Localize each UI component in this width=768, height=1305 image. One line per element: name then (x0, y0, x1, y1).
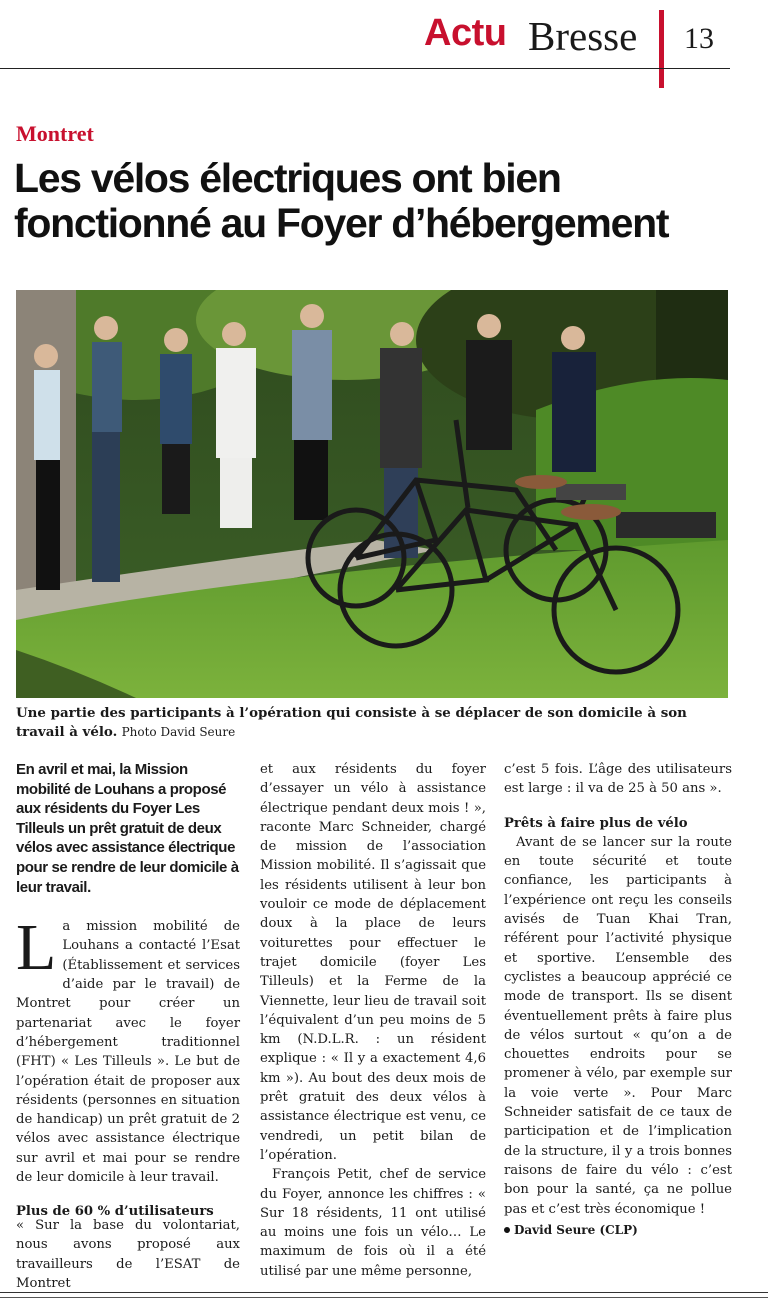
article-photo (16, 290, 728, 698)
header-rule (0, 68, 730, 69)
paragraph-2-start (16, 1216, 240, 1293)
footer-rule-2 (0, 1297, 768, 1298)
article-paragraph-1 (16, 911, 240, 1187)
section-title-actu: Actu (424, 12, 507, 54)
section-title-region: Bresse (528, 13, 638, 59)
header-accent-bar (659, 10, 664, 88)
page-number: 13 (684, 22, 714, 55)
article-kicker: Montret (16, 121, 94, 146)
caption-text: Une partie des participants à l’opération qui consiste à se déplacer de son domicile à son travail à vélo. (16, 705, 687, 740)
subheading-utilisateurs: Plus de 60 % d’utilisateurs (16, 1204, 214, 1220)
article-column-2 (260, 760, 486, 1281)
paragraph-1-text: a mission mobilité de Louhans a contacté l’Esat (Établissement et services d’aide par le travail) de Montret pour créer un partenariat avec le foyer d’hébergement traditionnel (FHT) « Les Tilleuls ». Le but de l’opération était de proposer aux résidents (personnes en situation de handicap) un prêt gratuit de 2 vélos avec assistance électrique sur avril et mai pour se rendre de leur domicile à leur travail. (16, 919, 240, 1186)
footer-rule (0, 1292, 768, 1293)
paragraph-4: Avant de se lancer sur la route en toute sécurité et toute confiance, les participants à l’expérience ont reçu les conseils avisés de Tuan Khai Tran, référent pour l’activité physique et sportive. L’ensemble des cyclistes a beaucoup apprécié ce mode de transport. Ils se disent éventuellement prêts à faire plus de vélos surtout « qu’on a de chouettes endroits pour se promener à vélo, par exemple sur la voie verte ». Pour Marc Schneider satisfait de ce taux de participation et de l’implication de la structure, il y a trois bonnes raisons de faire du vélo : c’est bon pour la santé, ça ne pollue pas et c’est très économique ! (504, 834, 732, 1217)
article-signature (504, 1221, 732, 1240)
article-column-3 (504, 760, 732, 1240)
drop-cap: L (16, 911, 57, 985)
photo-caption (16, 704, 726, 742)
photo-credit: Photo David Seure (121, 725, 236, 739)
paragraph-2-part-a: « Sur la base du volontariat, nous avons proposé aux travailleurs de l’ESAT de Montret (16, 1218, 240, 1291)
paragraph-3-part-b: c’est 5 fois. L’âge des utilisateurs est large : il va de 25 à 50 ans ». (504, 762, 732, 797)
article-headline: Les vélos électriques ont bien fonctionné au Foyer d’hébergement (14, 155, 669, 246)
photo-illustration (16, 290, 728, 698)
bullet-icon (504, 1227, 510, 1233)
subheading-plus-de-velo: Prêts à faire plus de vélo (504, 815, 688, 831)
article-column-1 (16, 760, 240, 1222)
article-lead: En avril et mai, la Mission mobilité de Louhans a proposé aux résidents du Foyer Les Tilleuls un prêt gratuit de deux vélos avec assistance électrique pour se rendre de leur domicile à leur travail. (16, 761, 239, 896)
signature-text: David Seure (CLP) (514, 1222, 638, 1237)
paragraph-3-part-a: François Petit, chef de service du Foyer, annonce les chiffres : « Sur 18 résidents, 11 ont utilisé au moins une fois un vélo… Le maximum de fois où il a été utilisé par une même personne, (260, 1167, 486, 1279)
paragraph-2-part-b: et aux résidents du foyer d’essayer un vélo à assistance électrique pendant deux mois ! », raconte Marc Schneider, chargé de mission de l’association Mission mobilité. Il s’agissait que les résidents utilisent à leur bon vouloir ce mode de déplacement doux à la place de leurs voiturettes pour effectuer le trajet domicile (foyer Les Tilleuls) et la Ferme de la Viennette, leur lieu de travail soit l’équivalent d’un peu moins de 5 km (N.D.L.R. : un résident explique : « Il y a exactement 4,6 km »). Au bout des deux mois de prêt gratuit des deux vélos à assistance électrique est venu, ce vendredi, un petit bilan de l’opération. (260, 762, 486, 1163)
